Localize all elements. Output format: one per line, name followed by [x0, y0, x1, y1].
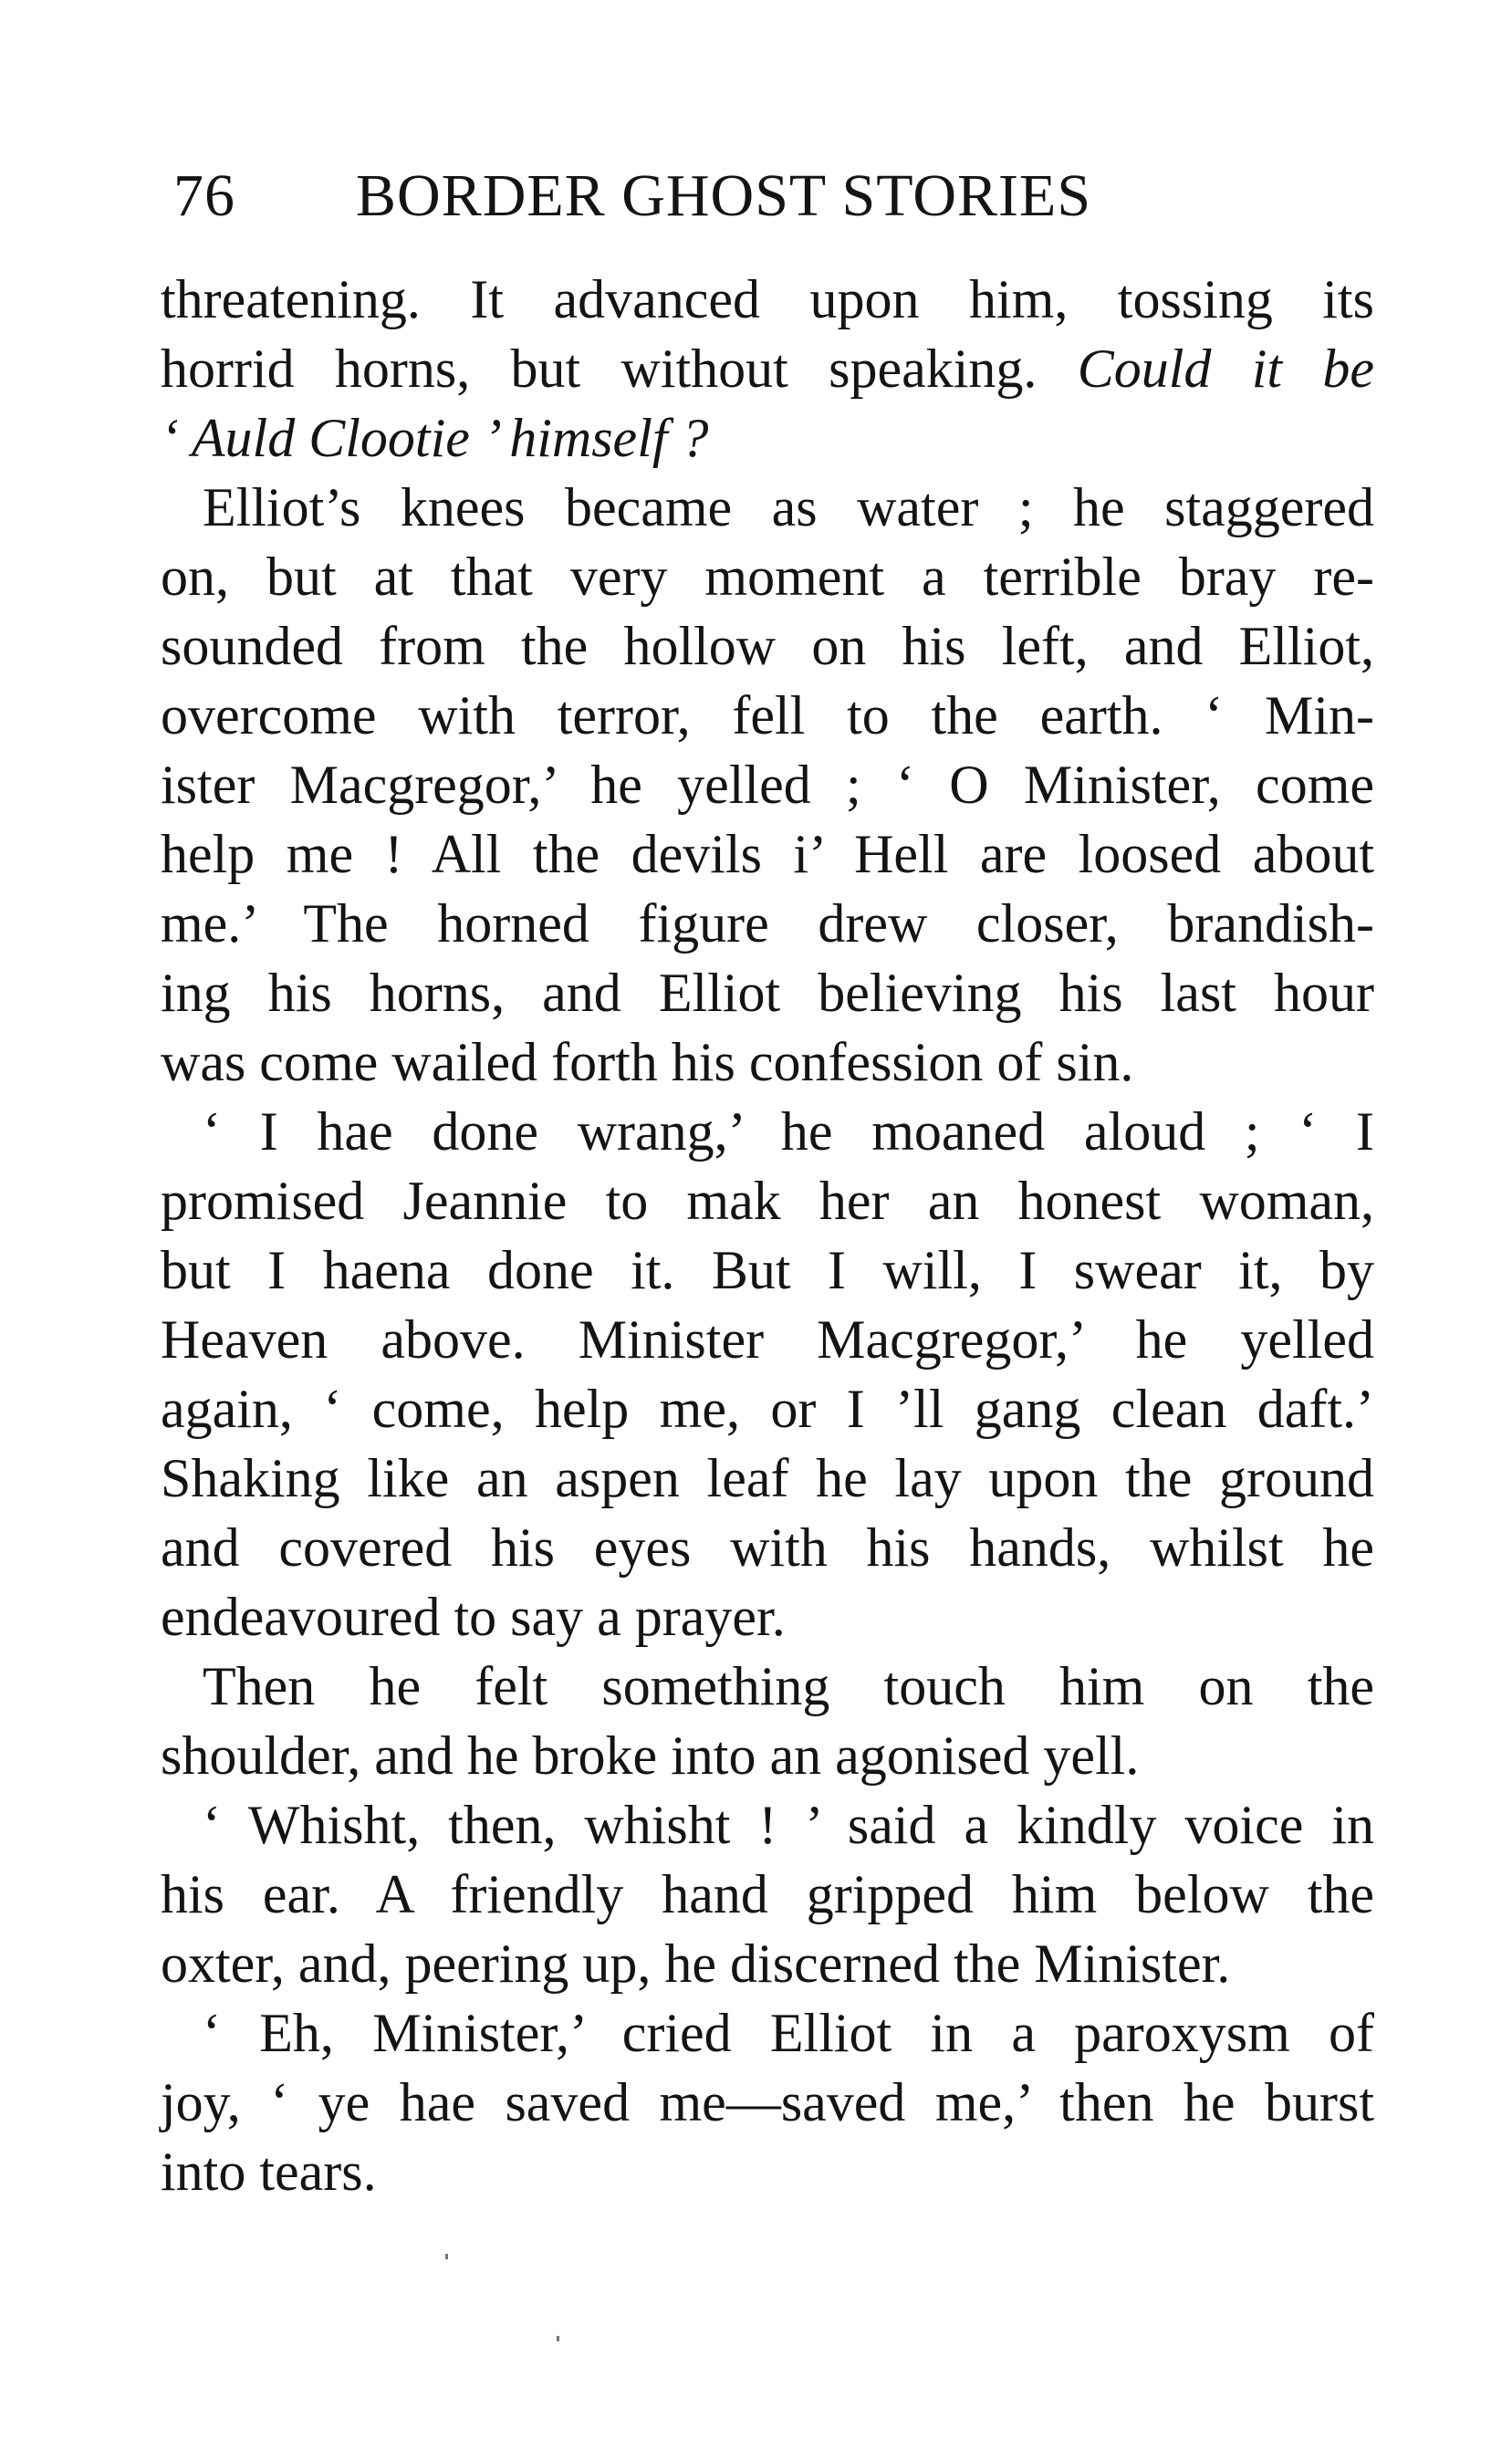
- speck-mark: [557, 2336, 559, 2341]
- text-line: overcome with terror, fell to the earth. ‘ Min-: [161, 685, 1374, 745]
- text-line: ‘ Auld Clootie ’ himself ?: [161, 408, 709, 468]
- italic-text: Could it be: [1077, 339, 1374, 399]
- text-line: sounded from the hollow on his left, and Elliot,: [161, 616, 1374, 676]
- text-line: threatening. It advanced upon him, tossing its: [161, 269, 1374, 329]
- page-number: 76: [173, 162, 235, 229]
- text-line: his ear. A friendly hand gripped him below the: [161, 1864, 1374, 1924]
- paragraph-first-line: ‘ Eh, Minister,’ cried Elliot in a paroxysm of: [203, 2003, 1374, 2063]
- text-line: Shaking like an aspen leaf he lay upon the ground: [161, 1448, 1374, 1508]
- running-head: [173, 164, 1360, 228]
- text-line: but I haena done it. But I will, I swear it, by: [161, 1240, 1374, 1300]
- body-text: [161, 265, 1374, 2206]
- paragraph-first-line: ‘ Whisht, then, whisht ! ’ said a kindly voice in: [203, 1795, 1374, 1855]
- text-line: Heaven above. Minister Macgregor,’ he yelled: [161, 1309, 1374, 1370]
- text-line: shoulder, and he broke into an agonised yell.: [161, 1725, 1140, 1786]
- speck-mark: [445, 2254, 448, 2259]
- text-line: endeavoured to say a prayer.: [161, 1587, 786, 1647]
- text-line: help me ! All the devils i’ Hell are loosed about: [161, 824, 1374, 884]
- text-line: promised Jeannie to mak her an honest woman,: [161, 1171, 1374, 1231]
- text-line: ister Macgregor,’ he yelled ; ‘ O Minister, come: [161, 755, 1374, 815]
- text-span: horrid horns, but without speaking.: [161, 339, 1078, 399]
- text-line: ing his horns, and Elliot believing his last hour: [161, 963, 1374, 1023]
- text-line: [161, 334, 1374, 403]
- paragraph-first-line: Elliot’s knees became as water ; he staggered: [203, 477, 1374, 537]
- text-line: again, ‘ come, help me, or I ’ll gang clean daft.’: [161, 1379, 1374, 1439]
- paragraph-first-line: ‘ I hae done wrang,’ he moaned aloud ; ‘ I: [203, 1101, 1374, 1162]
- running-title: BORDER GHOST STORIES: [356, 162, 1092, 229]
- text-line: was come wailed forth his confession of sin.: [161, 1032, 1134, 1092]
- paragraph-first-line: Then he felt something touch him on the: [203, 1656, 1374, 1716]
- text-line: joy, ‘ ye hae saved me—saved me,’ then he burst: [161, 2072, 1374, 2132]
- text-line: on, but at that very moment a terrible bray re-: [161, 547, 1374, 607]
- text-line: oxter, and, peering up, he discerned the Minister.: [161, 1933, 1231, 1994]
- text-line: and covered his eyes with his hands, whilst he: [161, 1517, 1374, 1578]
- text-line: me.’ The horned figure drew closer, brandish-: [161, 893, 1374, 954]
- text-line: into tears.: [161, 2142, 377, 2202]
